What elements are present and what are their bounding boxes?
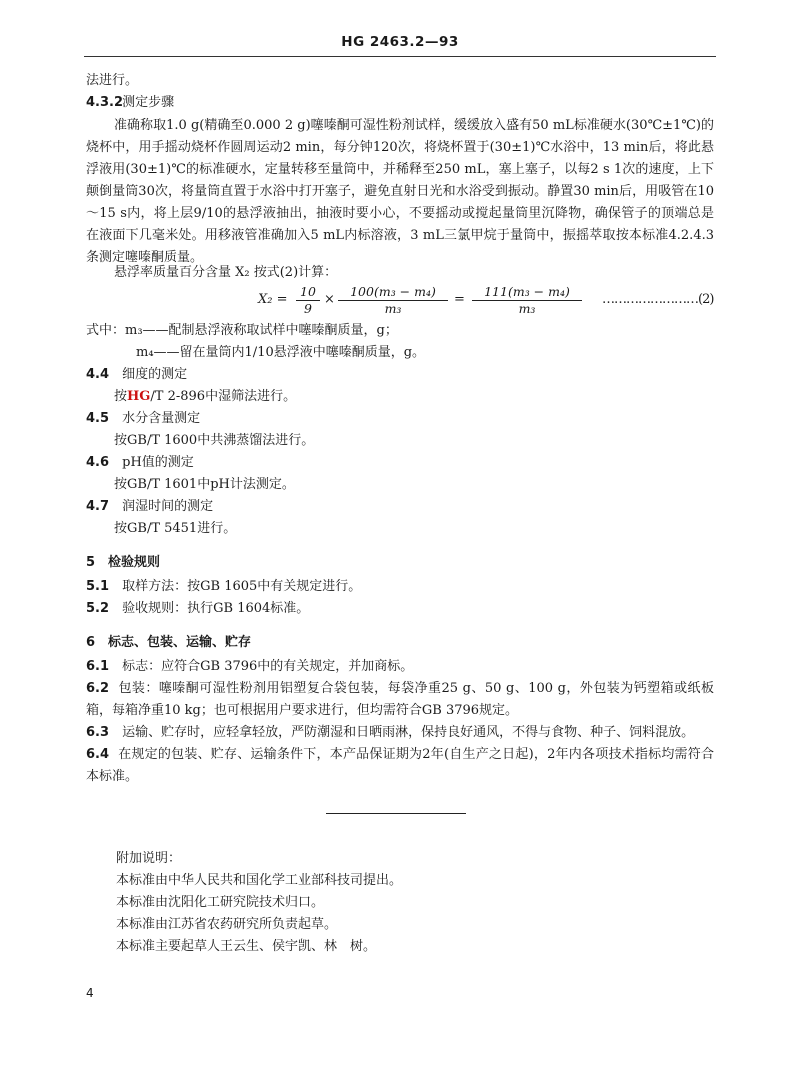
section-6-heading bbox=[86, 632, 714, 654]
section-4-7-heading bbox=[86, 496, 714, 518]
item-text: 取样方法：按GB 1605中有关规定进行。 bbox=[122, 579, 362, 594]
notes-title: 附加说明： bbox=[116, 851, 182, 866]
section-number: 6 bbox=[86, 635, 96, 650]
section-title: pH值的测定 bbox=[122, 455, 194, 470]
formula-tag: ……………………(2) bbox=[602, 292, 714, 307]
fraction-3-numerator: 111(m₃ − m₄) bbox=[472, 284, 582, 301]
fraction-2-numerator: 100(m₃ − m₄) bbox=[338, 284, 448, 301]
item-text: 包装：噻嗪酮可湿性粉剂用铝塑复合袋包装，每袋净重25 g、50 g、100 g，外包装为钙塑箱或纸板箱，每箱净重10 kg；也可根据用户要求进行，但均需符合GB 3796规定。 bbox=[86, 681, 714, 718]
section-title: 细度的测定 bbox=[122, 367, 188, 382]
fraction-1-denominator: 9 bbox=[304, 301, 312, 316]
item-6-4 bbox=[86, 744, 714, 788]
item-text: 运输、贮存时，应轻拿轻放，严防潮湿和日晒雨淋，保持良好通风，不得与食物、种子、饲料混放。 bbox=[122, 725, 695, 740]
standard-code-header: HG 2463.2—93 bbox=[341, 34, 459, 50]
formula-lhs: X₂ = bbox=[258, 292, 288, 307]
section-title: 测定步骤 bbox=[122, 95, 175, 110]
fraction-3-denominator: m₃ bbox=[518, 301, 536, 316]
fraction-2 bbox=[338, 284, 448, 317]
item-text: 验收规则：执行GB 1604标准。 bbox=[122, 601, 310, 616]
section-4-5-body: 按GB/T 1600中共沸蒸馏法进行。 bbox=[114, 433, 315, 448]
section-number: 4.7 bbox=[86, 499, 110, 514]
section-number: 4.4 bbox=[86, 367, 110, 382]
fraction-1-numerator: 10 bbox=[296, 284, 320, 301]
formula-2 bbox=[0, 284, 800, 318]
header-rule bbox=[84, 56, 716, 57]
item-text: 标志：应符合GB 3796中的有关规定，并加商标。 bbox=[122, 659, 414, 674]
section-title: 标志、包装、运输、贮存 bbox=[108, 635, 252, 650]
section-4-7-body: 按GB/T 5451进行。 bbox=[114, 521, 237, 536]
section-title: 润湿时间的测定 bbox=[122, 499, 214, 514]
separator-line bbox=[326, 813, 466, 814]
item-number: 5.2 bbox=[86, 601, 110, 616]
item-number: 6.3 bbox=[86, 725, 110, 740]
item-6-1 bbox=[86, 656, 714, 678]
item-number: 6.1 bbox=[86, 659, 110, 674]
item-5-1 bbox=[86, 576, 714, 598]
fraction-2-denominator: m₃ bbox=[384, 301, 402, 316]
item-number: 5.1 bbox=[86, 579, 110, 594]
item-number: 6.4 bbox=[86, 747, 110, 762]
section-title: 水分含量测定 bbox=[122, 411, 201, 426]
notes-line: 本标准由江苏省农药研究所负责起草。 bbox=[116, 917, 338, 932]
notes-line: 本标准由沈阳化工研究院技术归口。 bbox=[116, 895, 325, 910]
item-6-3 bbox=[86, 722, 714, 744]
section-4-6-heading bbox=[86, 452, 714, 474]
fraction-3 bbox=[472, 284, 582, 317]
section-4-6-body: 按GB/T 1601中pH计法测定。 bbox=[114, 477, 295, 492]
body-post: /T 2-896中湿筛法进行。 bbox=[150, 389, 297, 404]
body-pre: 按 bbox=[114, 389, 128, 404]
notes-line: 本标准主要起草人王云生、侯宇凯、林 树。 bbox=[116, 939, 377, 954]
item-text: 在规定的包装、贮存、运输条件下，本产品保证期为2年(自生产之日起)，2年内各项技术指标均需符合本标准。 bbox=[86, 747, 714, 784]
section-5-heading bbox=[86, 552, 714, 574]
times-sign: × bbox=[324, 292, 335, 307]
section-number: 4.6 bbox=[86, 455, 110, 470]
where-m3 bbox=[86, 320, 714, 342]
page-number: 4 bbox=[86, 986, 94, 1000]
section-number: 4.3.2 bbox=[86, 95, 124, 110]
section-4-4-body bbox=[86, 386, 742, 408]
section-4-3-2-heading bbox=[86, 92, 714, 114]
where-m4: m₄——留在量筒内1/10悬浮液中噻嗪酮质量，g。 bbox=[136, 345, 426, 360]
item-6-2 bbox=[86, 678, 714, 722]
continued-text: 法进行。 bbox=[86, 73, 139, 88]
section-title: 检验规则 bbox=[108, 555, 161, 570]
procedure-paragraph: 准确称取1.0 g(精确至0.000 2 g)噻嗪酮可湿性粉剂试样，缓缓放入盛有50 mL标准硬水(30℃±1℃)的烧杯中，用手摇动烧杯作圆周运动2 min，每分钟120次，将烧杯置于(30±1)℃水浴中，13 min后，将此悬浮液用(30±1)℃的标准硬水，定量转移至量筒中，并稀释至250 mL，塞上塞子，以每2 s 1次的速度，上下颠倒量筒30次，将量筒直置于水浴中打开塞子，避免直射日光和水浴受到振动。静置30 min后，用吸管在10～15 s内，将上层9/10的悬浮液抽出，抽液时要小心，不要摇动或搅起量筒里沉降物，确保管子的顶端总是在液面下几毫米处。用移液管准确加入5 mL内标溶液，3 mL三氯甲烷于量筒中，振摇萃取按本标准4.2.4.3条测定噻嗪酮质量。 bbox=[86, 118, 714, 265]
item-5-2 bbox=[86, 598, 714, 620]
section-4-4-heading bbox=[86, 364, 714, 386]
calc-intro: 悬浮率质量百分含量 X₂ 按式(2)计算： bbox=[114, 265, 338, 280]
item-number: 6.2 bbox=[86, 681, 110, 696]
fraction-1 bbox=[296, 284, 320, 317]
section-4-5-heading bbox=[86, 408, 714, 430]
where-intro: 式中： bbox=[86, 323, 126, 338]
section-number: 5 bbox=[86, 555, 96, 570]
section-number: 4.5 bbox=[86, 411, 110, 426]
hg-red-mark: HG bbox=[127, 389, 151, 404]
notes-line: 本标准由中华人民共和国化学工业部科技司提出。 bbox=[116, 873, 403, 888]
where-m3-text: m₃——配制悬浮液称取试样中噻嗪酮质量，g； bbox=[125, 323, 398, 338]
equals-sign: = bbox=[454, 292, 465, 307]
